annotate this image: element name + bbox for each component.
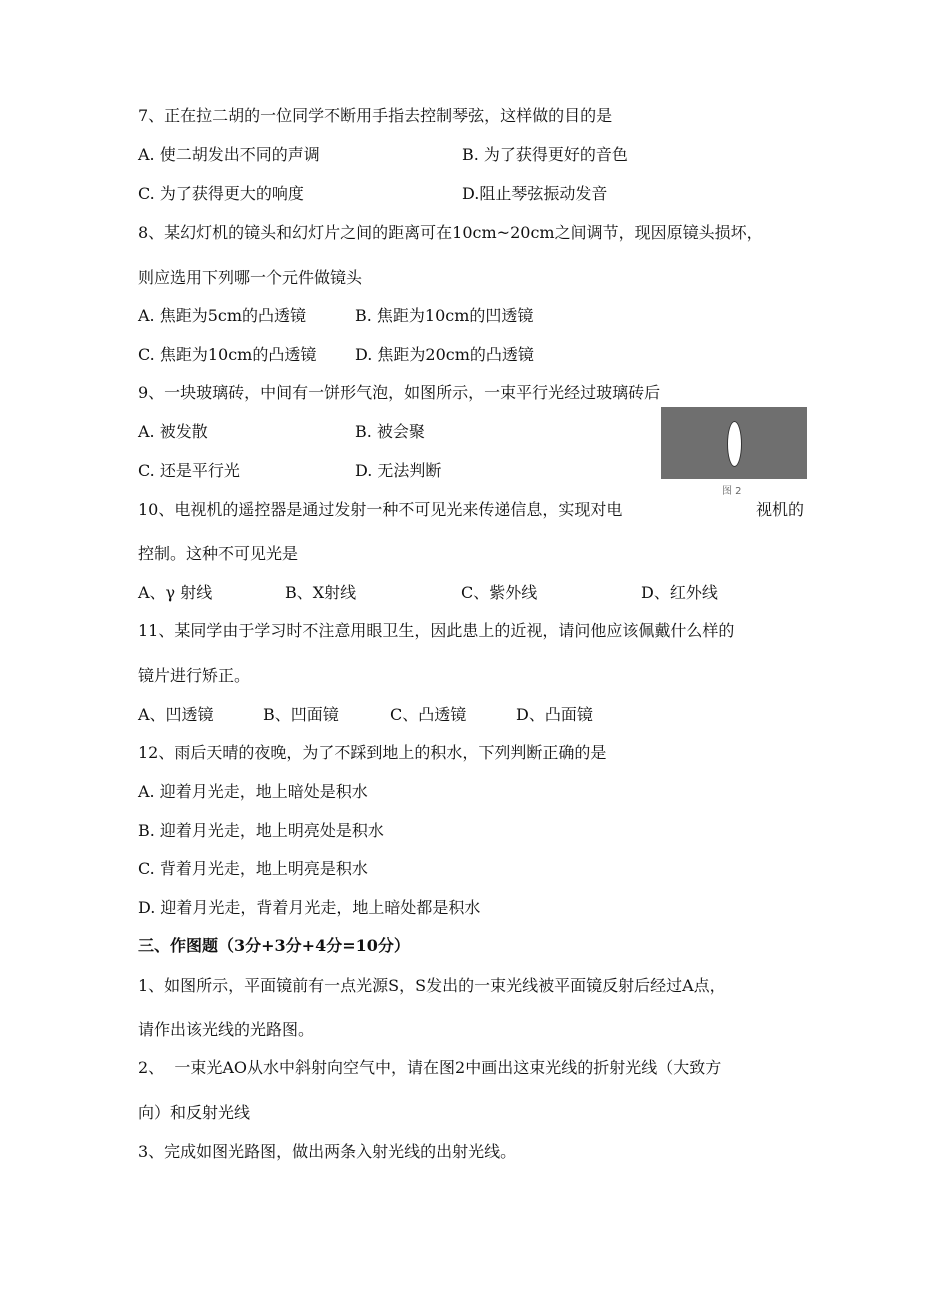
drawing-q1-line2: 请作出该光线的光路图。 [138,1020,315,1039]
q7-option-b: B. 为了获得更好的音色 [462,145,628,164]
q12-option-b: B. 迎着月光走，地上明亮处是积水 [138,821,384,840]
q9-option-c: C. 还是平行光 [138,461,240,480]
q8-stem-line2: 则应选用下列哪一个元件做镜头 [138,268,363,287]
drawing-q2-line2: 向）和反射光线 [138,1103,251,1122]
q7-stem: 7、正在拉二胡的一位同学不断用手指去控制琴弦，这样做的目的是 [138,106,613,125]
air-bubble-shape [727,421,742,467]
q10-option-a: A、γ 射线 [138,583,213,602]
q10-stem-line1-left: 10、电视机的遥控器是通过发射一种不可见光来传递信息，实现对电 [138,500,623,519]
q7-option-c: C. 为了获得更大的响度 [138,184,304,203]
q12-option-a: A. 迎着月光走，地上暗处是积水 [138,782,368,801]
q10-stem-line1-right: 视机的 [756,500,805,519]
q11-option-c: C、凸透镜 [390,705,467,724]
drawing-q2-line1: 2、 一束光AO从水中斜射向空气中，请在图2中画出这束光线的折射光线（大致方 [138,1058,722,1077]
q12-stem: 12、雨后天晴的夜晚，为了不踩到地上的积水，下列判断正确的是 [138,743,607,762]
q8-option-a: A. 焦距为5cm的凸透镜 [138,306,307,325]
q11-stem-line2: 镜片进行矫正。 [138,666,251,685]
q7-option-d: D.阻止琴弦振动发音 [462,184,608,203]
q8-option-b: B. 焦距为10cm的凹透镜 [355,306,534,325]
q11-option-d: D、凸面镜 [516,705,593,724]
q12-option-d: D. 迎着月光走，背着月光走，地上暗处都是积水 [138,898,481,917]
q11-option-a: A、凹透镜 [138,705,214,724]
q10-option-c: C、紫外线 [461,583,538,602]
q11-option-b: B、凹面镜 [263,705,339,724]
q9-stem: 9、一块玻璃砖，中间有一饼形气泡，如图所示，一束平行光经过玻璃砖后 [138,383,661,402]
drawing-q3-line1: 3、完成如图光路图，做出两条入射光线的出射光线。 [138,1142,517,1161]
q9-option-b: B. 被会聚 [355,422,425,441]
drawing-q1-line1: 1、如图所示，平面镜前有一点光源S，S发出的一束光线被平面镜反射后经过A点， [138,976,726,995]
section-title: 三、作图题（3分+3分+4分=10分） [138,936,410,955]
q11-stem-line1: 11、某同学由于学习时不注意用眼卫生，因此患上的近视，请问他应该佩戴什么样的 [138,621,735,640]
q8-stem-line1: 8、某幻灯机的镜头和幻灯片之间的距离可在10cm~20cm之间调节，现因原镜头损坏， [138,223,763,242]
q8-option-c: C. 焦距为10cm的凸透镜 [138,345,317,364]
figure-caption: 图 2 [722,486,742,497]
q12-option-c: C. 背着月光走，地上明亮是积水 [138,859,368,878]
q8-option-d: D. 焦距为20cm的凸透镜 [355,345,534,364]
q9-option-d: D. 无法判断 [355,461,442,480]
q10-stem-line2: 控制。这种不可见光是 [138,544,299,563]
glass-brick-figure [661,407,807,479]
q9-option-a: A. 被发散 [138,422,208,441]
q10-option-d: D、红外线 [641,583,718,602]
q7-option-a: A. 使二胡发出不同的声调 [138,145,320,164]
q10-option-b: B、X射线 [285,583,357,602]
